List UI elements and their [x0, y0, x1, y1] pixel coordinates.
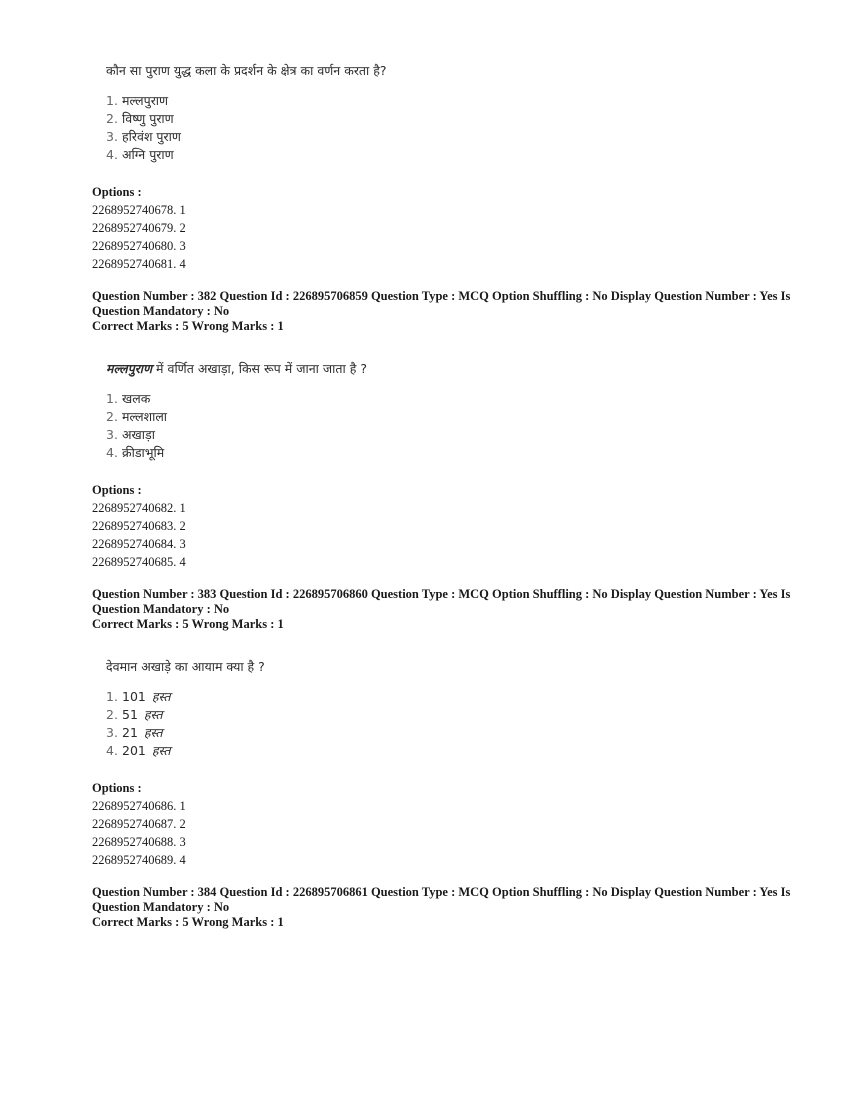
options-label: Options :: [92, 781, 142, 795]
meta-line-marks: Correct Marks : 5 Wrong Marks : 1: [92, 915, 284, 929]
option-item: [106, 128, 181, 146]
question-meta: [92, 587, 791, 632]
option-item: [106, 146, 181, 164]
option-number: 3.: [106, 129, 118, 144]
question-meta: [92, 289, 791, 334]
option-id: 2268952740688. 3: [92, 835, 186, 849]
option-value: 201: [122, 743, 146, 758]
option-unit: हस्त: [151, 689, 171, 704]
option-id: 2268952740687. 2: [92, 817, 186, 831]
question-text-emphasis: मल्लपुराण: [106, 361, 153, 376]
option-item: [106, 688, 171, 706]
meta-line-mandatory: Question Mandatory : No: [92, 304, 230, 318]
option-number: 3.: [106, 725, 118, 740]
question-text: कौन सा पुराण युद्ध कला के प्रदर्शन के क्षेत्र का वर्णन करता है?: [106, 63, 387, 78]
meta-line-mandatory: Question Mandatory : No: [92, 602, 230, 616]
option-item: [106, 390, 167, 408]
question-options: [106, 390, 167, 462]
option-number: 4.: [106, 147, 118, 162]
option-id: 2268952740680. 3: [92, 239, 186, 253]
option-text: अग्नि पुराण: [122, 147, 174, 162]
option-value: 51: [122, 707, 138, 722]
option-text: मल्लपुराण: [122, 93, 169, 108]
question-text: [106, 360, 367, 378]
option-id-list: [92, 499, 772, 571]
question-options: [106, 688, 171, 760]
question-text: देवमान अखाड़े का आयाम क्या है ?: [106, 659, 265, 674]
option-item: [106, 92, 181, 110]
option-id-list: [92, 797, 772, 869]
question-meta: [92, 885, 791, 930]
option-text: खलक: [122, 391, 151, 406]
option-id: 2268952740685. 4: [92, 555, 186, 569]
options-label: Options :: [92, 483, 142, 497]
options-label: Options :: [92, 185, 142, 199]
option-unit: हस्त: [151, 743, 171, 758]
option-text: अखाड़ा: [122, 427, 155, 442]
meta-line-marks: Correct Marks : 5 Wrong Marks : 1: [92, 617, 284, 631]
option-number: 4.: [106, 445, 118, 460]
meta-line-mandatory: Question Mandatory : No: [92, 900, 230, 914]
option-unit: हस्त: [143, 707, 163, 722]
option-number: 1.: [106, 689, 118, 704]
option-item: [106, 426, 167, 444]
option-id: 2268952740679. 2: [92, 221, 186, 235]
option-text: हरिवंश पुराण: [122, 129, 181, 144]
option-id: 2268952740678. 1: [92, 203, 186, 217]
option-id: 2268952740681. 4: [92, 257, 186, 271]
option-item: [106, 110, 181, 128]
option-text: विष्णु पुराण: [122, 111, 174, 126]
option-number: 2.: [106, 707, 118, 722]
option-id: 2268952740689. 4: [92, 853, 186, 867]
option-number: 4.: [106, 743, 118, 758]
question-options: [106, 92, 181, 164]
option-text: क्रीडाभूमि: [122, 445, 165, 460]
meta-line-question-info: Question Number : 382 Question Id : 226895706859 Question Type : MCQ Option Shuffling : No Display Question Number : Yes Is: [92, 289, 791, 303]
option-id: 2268952740683. 2: [92, 519, 186, 533]
option-value: 101: [122, 689, 146, 704]
option-item: [106, 724, 171, 742]
option-item: [106, 444, 167, 462]
option-number: 1.: [106, 391, 118, 406]
option-item: [106, 706, 171, 724]
option-id-list: [92, 201, 772, 273]
option-item: [106, 408, 167, 426]
option-text: मल्लशाला: [122, 409, 168, 424]
option-id: 2268952740686. 1: [92, 799, 186, 813]
option-number: 1.: [106, 93, 118, 108]
meta-line-question-info: Question Number : 384 Question Id : 226895706861 Question Type : MCQ Option Shuffling : No Display Question Number : Yes Is: [92, 885, 791, 899]
option-item: [106, 742, 171, 760]
option-id: 2268952740684. 3: [92, 537, 186, 551]
option-id: 2268952740682. 1: [92, 501, 186, 515]
option-unit: हस्त: [143, 725, 163, 740]
option-number: 2.: [106, 409, 118, 424]
question-text-rest: में वर्णित अखाड़ा, किस रूप में जाना जाता है ?: [152, 361, 367, 376]
option-number: 2.: [106, 111, 118, 126]
meta-line-question-info: Question Number : 383 Question Id : 226895706860 Question Type : MCQ Option Shuffling : No Display Question Number : Yes Is: [92, 587, 791, 601]
option-value: 21: [122, 725, 138, 740]
option-number: 3.: [106, 427, 118, 442]
meta-line-marks: Correct Marks : 5 Wrong Marks : 1: [92, 319, 284, 333]
